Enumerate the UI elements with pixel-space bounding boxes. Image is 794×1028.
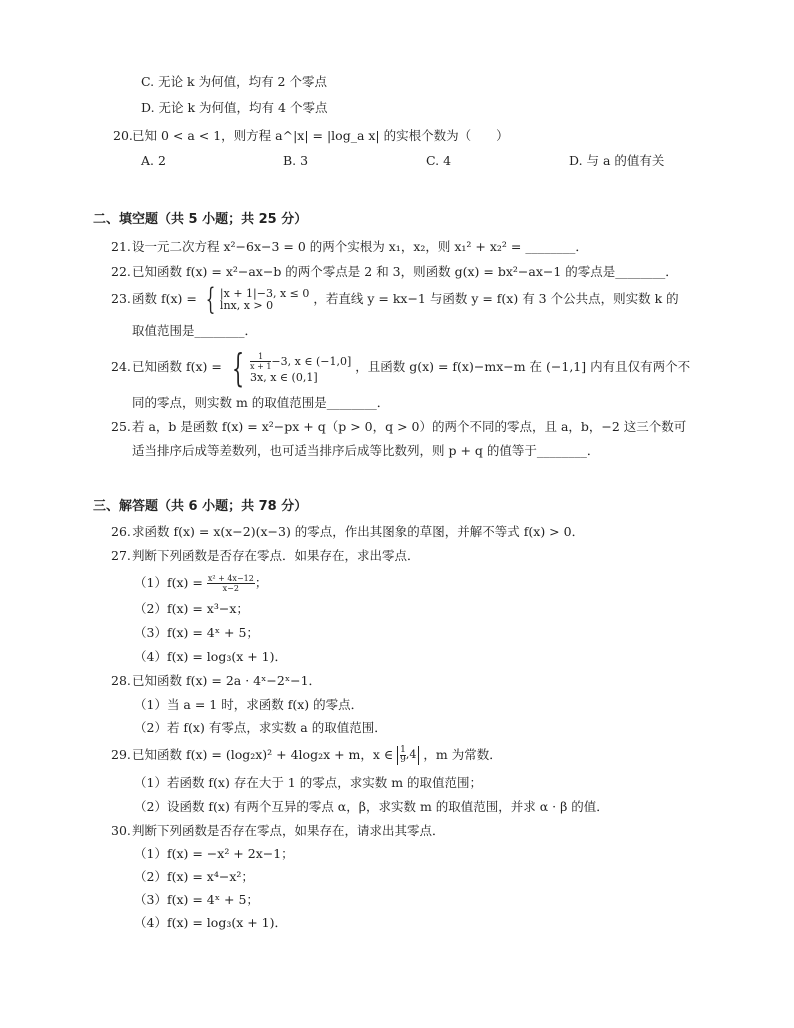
q27-part-1-lead: （1）f(x) =	[134, 575, 203, 590]
q24-number: 24.	[111, 359, 131, 374]
q29-lead: 已知函数 f(x) = (log₂x)² + 4log₂x + m，x ∈	[132, 747, 394, 762]
q23-case-1: |x + 1|−3, x ≤ 0	[219, 286, 310, 300]
q28-part-2: （2）若 f(x) 有零点，求实数 a 的取值范围．	[134, 720, 387, 735]
q21-text: 设一元二次方程 x²−6x−3 = 0 的两个实根为 x₁，x₂，则 x₁² + x₂² = ________．	[132, 239, 588, 254]
q20-option-d: D. 与 a 的值有关	[569, 153, 665, 168]
brace-icon: {	[205, 281, 216, 317]
q27-fraction-num: x² + 4x−12	[207, 574, 254, 583]
q24-tail: ，且函数 g(x) = f(x)−mx−m 在 (−1,1] 内有且仅有两个不	[355, 359, 691, 374]
q23-cases	[220, 288, 309, 312]
q25-number: 25.	[111, 419, 131, 434]
q30-part-3: （3）f(x) = 4ˣ + 5；	[134, 892, 259, 907]
section-title-fill-in: 二、填空题（共 5 小题；共 25 分）	[93, 212, 308, 227]
q28-stem: 已知函数 f(x) = 2a · 4ˣ−2ˣ−1．	[132, 673, 322, 688]
q24-line-2: 同的零点，则实数 m 的取值范围是________．	[132, 395, 390, 410]
q24-case-2: 3x, x ∈ (0,1]	[250, 370, 318, 384]
q28-number: 28.	[111, 673, 131, 688]
q21-number: 21.	[111, 239, 131, 254]
q24-fraction-num: 1	[250, 352, 271, 362]
q30-part-1: （1）f(x) = −x² + 2x−1；	[134, 846, 294, 861]
q29-tail: ，m 为常数．	[423, 747, 502, 762]
q26-number: 26.	[111, 524, 131, 539]
q27-part-4: （4）f(x) = log₃(x + 1)．	[134, 649, 288, 664]
q20-number: 20.	[113, 128, 133, 143]
q27-part-3: （3）f(x) = 4ˣ + 5；	[134, 625, 259, 640]
q29-interval-right: 4	[409, 748, 417, 761]
q22-text: 已知函数 f(x) = x²−ax−b 的两个零点是 2 和 3，则函数 g(x) = bx²−ax−1 的零点是________．	[132, 264, 678, 279]
q29-number: 29.	[111, 747, 131, 762]
q20-option-b: B. 3	[283, 153, 309, 168]
q29-part-2: （2）设函数 f(x) 有两个互异的零点 α，β，求实数 m 的取值范围，并求 α · β 的值．	[134, 799, 609, 814]
q19-option-c: C. 无论 k 为何值，均有 2 个零点	[141, 74, 327, 89]
q29-part-1: （1）若函数 f(x) 存在大于 1 的零点，求实数 m 的取值范围；	[134, 775, 483, 790]
q27-part-2: （2）f(x) = x³−x；	[134, 601, 249, 616]
q30-part-4: （4）f(x) = log₃(x + 1)．	[134, 915, 288, 930]
q30-part-2: （2）f(x) = x⁴−x²；	[134, 869, 254, 884]
brace-icon: {	[231, 345, 244, 390]
q29-stem	[132, 741, 502, 769]
q24-piecewise	[132, 345, 691, 390]
q27-fraction-den: x−2	[222, 584, 239, 593]
q27-part-1	[134, 571, 267, 595]
q23-line-2: 取值范围是________．	[132, 323, 258, 338]
q23-tail: ，若直线 y = kx−1 与函数 y = f(x) 有 3 个公共点，则实数 k 的	[313, 291, 679, 306]
q20-option-a: A. 2	[141, 153, 166, 168]
q23-piecewise	[132, 281, 679, 317]
q26-text: 求函数 f(x) = x(x−2)(x−3) 的零点，作出其图象的草图，并解不等式 f(x) > 0．	[132, 524, 585, 539]
q25-line-1: 若 a，b 是函数 f(x) = x²−px + q（p > 0，q > 0）的两个不同的零点，且 a，b，−2 这三个数可	[132, 419, 687, 434]
q23-lead: 函数 f(x) =	[132, 291, 197, 306]
q24-fraction	[250, 352, 271, 371]
q19-option-d: D. 无论 k 为何值，均有 4 个零点	[141, 100, 328, 115]
q24-case-1-tail: −3, x ∈ (−1,0]	[271, 354, 352, 368]
q20-stem: 已知 0 < a < 1，则方程 a^|x| = |log_a x| 的实根个数为（ ）	[132, 128, 509, 143]
q22-number: 22.	[111, 264, 131, 279]
q20-option-c: C. 4	[426, 153, 452, 168]
q23-case-2: lnx, x > 0	[219, 298, 274, 312]
q29-interval: $\frac{1}{9}$ ,4	[397, 746, 419, 765]
q30-stem: 判断下列函数是否存在零点，如果存在，请求出其零点．	[132, 823, 445, 838]
q24-case-1	[250, 352, 351, 372]
q28-part-1: （1）当 a = 1 时，求函数 f(x) 的零点．	[134, 697, 364, 712]
q27-part-1-tail: ；	[254, 575, 268, 590]
q23-number: 23.	[111, 291, 131, 306]
q24-cases	[250, 352, 351, 384]
section-title-solutions: 三、解答题（共 6 小题；共 78 分）	[93, 499, 308, 514]
q24-fraction-den: x + 1	[250, 362, 272, 371]
q27-number: 27.	[111, 548, 131, 563]
q25-line-2: 适当排序后成等差数列，也可适当排序后成等比数列，则 p + q 的值等于________．	[132, 443, 600, 458]
q27-fraction	[207, 574, 255, 593]
q24-lead: 已知函数 f(x) =	[132, 359, 222, 374]
q29-interval-den: 9	[400, 755, 406, 765]
q30-number: 30.	[111, 823, 131, 838]
q27-stem: 判断下列函数是否存在零点．如果存在，求出零点．	[132, 548, 420, 563]
q29-interval-num: 1	[400, 745, 406, 755]
